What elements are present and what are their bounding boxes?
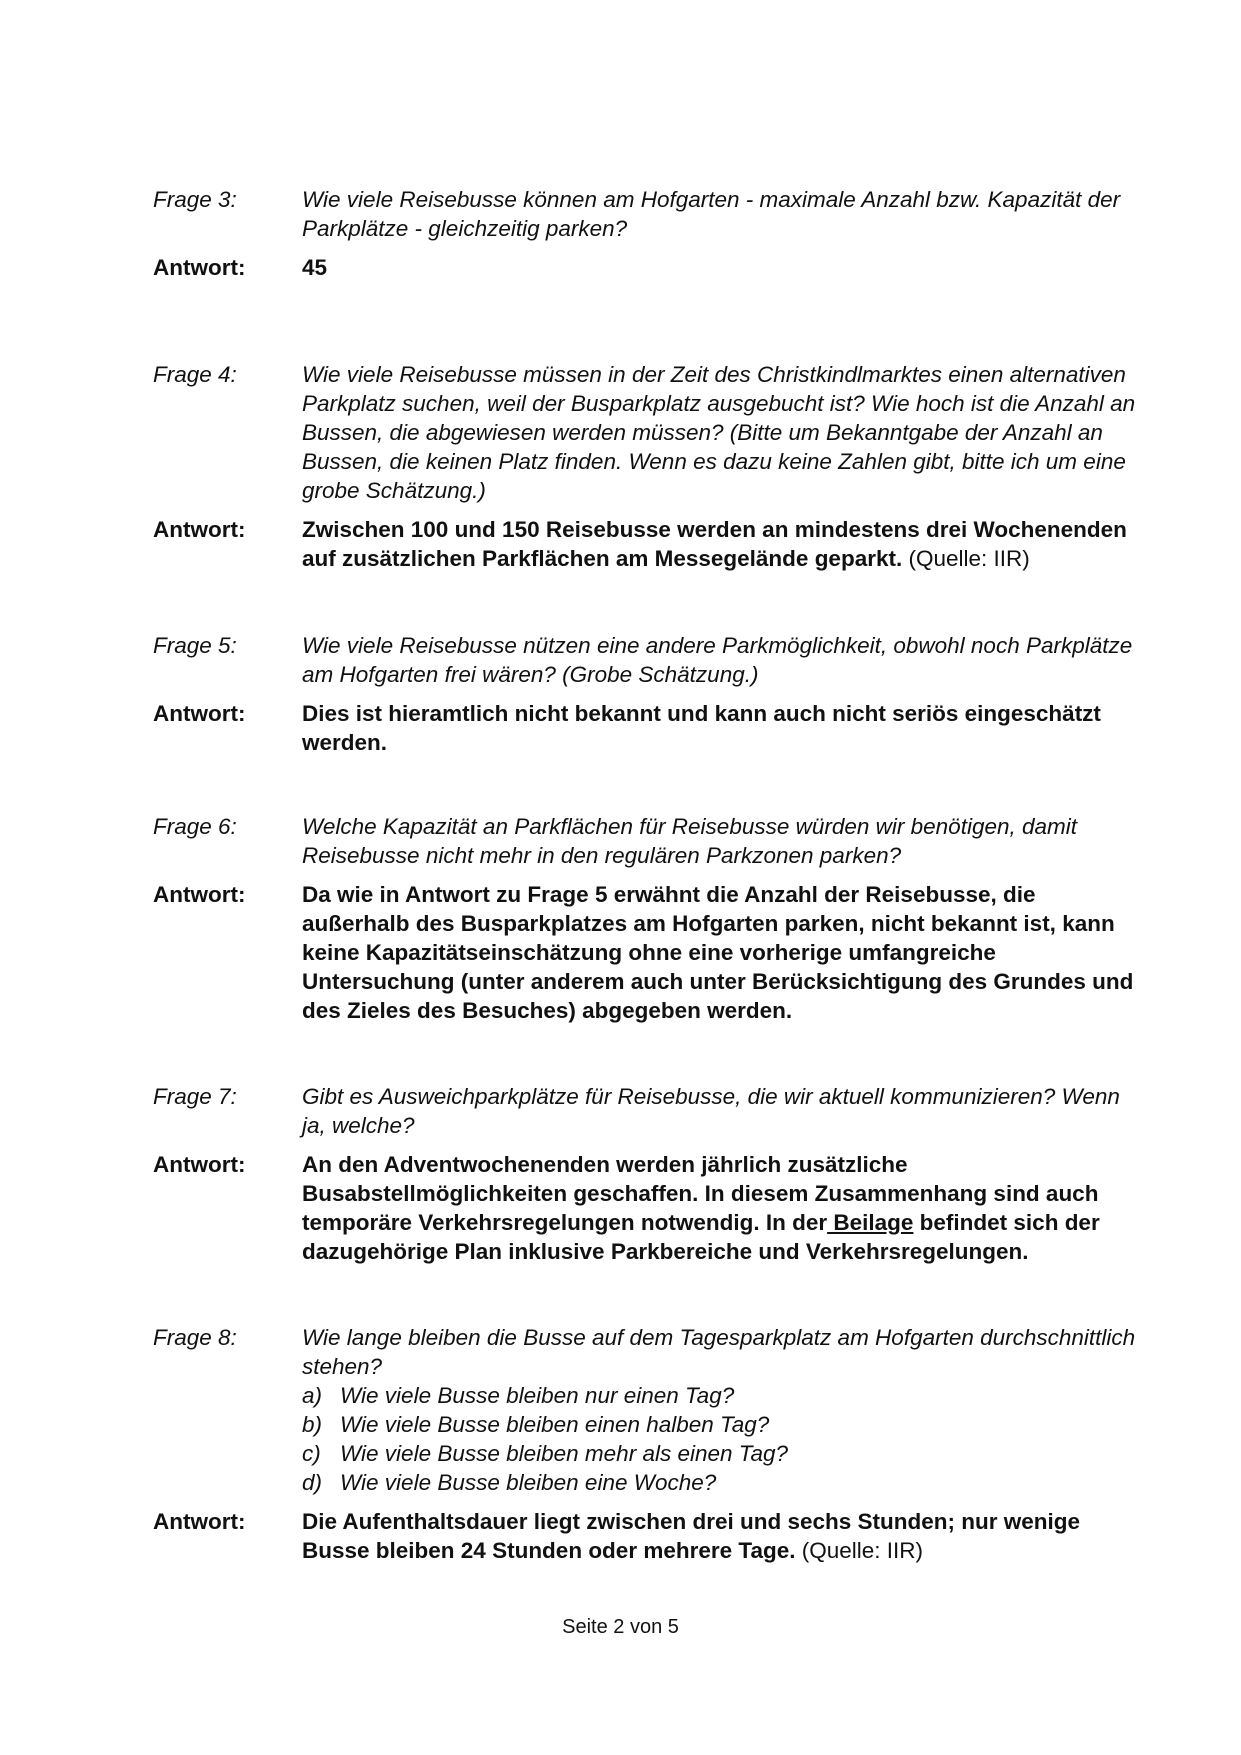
answer-text [302,699,1142,757]
list-marker: a) [302,1383,323,1408]
qa-block-8 [0,1323,1241,1565]
beilage-reference: Beilage [827,1210,914,1235]
answer-text [302,880,1142,1025]
question-row [0,1323,1241,1497]
list-item [302,1381,1142,1410]
question-label: Frage 4: [153,362,237,387]
question-text: Wie viele Reisebusse müssen in der Zeit des Christkindlmarktes einen alternativen Parkplatz suchen, weil der Busparkplatz ausgebucht ist? Wie hoch ist die Anzahl an Bussen, die abgewiesen werden müssen? (Bitte um Bekanntgabe der Anzahl an Bussen, die keinen Platz finden. Wenn es dazu keine Zahlen gibt, bitte ich um eine grobe Schätzung.) [302,362,1136,503]
list-item-text: Wie viele Busse bleiben nur einen Tag? [340,1383,735,1408]
subquestion-list [302,1381,1142,1497]
answer-row [0,1507,1241,1565]
question-row [0,360,1241,505]
answer-row [0,699,1241,757]
answer-text [302,1150,1142,1266]
answer-bold: Da wie in Antwort zu Frage 5 erwähnt die Anzahl der Reisebusse, die außerhalb des Busparkplatzes am Hofgarten parken, nicht bekannt ist, kann keine Kapazitätseinschätzung ohne eine vorherige umfangreiche Untersuchung (unter anderem auch unter Berücksichtigung des Grundes und des Zieles des Besuches) abgegeben werden. [302,882,1134,1023]
answer-row [0,253,1241,282]
answer-bold: 45 [302,255,328,280]
list-marker: d) [302,1470,323,1495]
qa-block-5 [0,631,1241,757]
list-item-text: Wie viele Busse bleiben mehr als einen Tag? [340,1441,788,1466]
list-item [302,1439,1142,1468]
question-label: Frage 8: [153,1325,237,1350]
question-label: Frage 7: [153,1084,237,1109]
list-marker: c) [302,1441,321,1466]
question-text: Wie viele Reisebusse können am Hofgarten - maximale Anzahl bzw. Kapazität der Parkplätze - gleichzeitig parken? [302,187,1121,241]
answer-text [302,515,1142,573]
answer-row [0,1150,1241,1266]
answer-bold: Zwischen 100 und 150 Reisebusse werden an mindestens drei Wochenenden auf zusätzlichen Parkflächen am Messegelände geparkt. [302,517,1127,571]
list-item-text: Wie viele Busse bleiben eine Woche? [340,1470,717,1495]
question-label: Frage 3: [153,187,237,212]
answer-source: (Quelle: IIR) [902,546,1030,571]
list-marker: b) [302,1412,323,1437]
qa-block-4 [0,360,1241,573]
answer-label: Antwort: [153,1509,246,1534]
qa-block-7 [0,1082,1241,1266]
question-text [302,1323,1142,1497]
answer-label: Antwort: [153,1152,246,1177]
question-row [0,812,1241,870]
list-item [302,1410,1142,1439]
answer-bold-continued: befindet sich der dazugehörige Plan inklusive Parkbereiche und Verkehrsregelungen. [302,1210,1100,1264]
question-text: Wie viele Reisebusse nützen eine andere Parkmöglichkeit, obwohl noch Parkplätze am Hofgarten frei wären? (Grobe Schätzung.) [302,633,1133,687]
answer-row [0,515,1241,573]
answer-label: Antwort: [153,255,246,280]
question-row [0,185,1241,243]
answer-bold: Dies ist hieramtlich nicht bekannt und kann auch nicht seriös eingeschätzt werden. [302,701,1101,755]
answer-bold: Die Aufenthaltsdauer liegt zwischen drei und sechs Stunden; nur wenige Busse bleiben 24 Stunden oder mehrere Tage. [302,1509,1081,1563]
answer-bold: An den Adventwochenenden werden jährlich zusätzliche Busabstellmöglichkeiten geschaffen. In diesem Zusammenhang sind auch temporäre Verkehrsregelungen notwendig. In der [302,1152,1099,1235]
answer-label: Antwort: [153,701,246,726]
question-label: Frage 6: [153,814,237,839]
question-label: Frage 5: [153,633,237,658]
question-row [0,1082,1241,1140]
question-row [0,631,1241,689]
question-text: Gibt es Ausweichparkplätze für Reisebusse, die wir aktuell kommunizieren? Wenn ja, welche? [302,1084,1120,1138]
answer-text [302,253,1142,282]
question-main: Wie lange bleiben die Busse auf dem Tagesparkplatz am Hofgarten durchschnittlich stehen? [302,1325,1136,1379]
qa-block-6 [0,812,1241,1025]
question-text: Welche Kapazität an Parkflächen für Reisebusse würden wir benötigen, damit Reisebusse nicht mehr in den regulären Parkzonen parken? [302,814,1078,868]
answer-label: Antwort: [153,882,246,907]
list-item [302,1468,1142,1497]
answer-label: Antwort: [153,517,246,542]
answer-source: (Quelle: IIR) [795,1538,924,1563]
page-number: Seite 2 von 5 [562,1616,679,1638]
answer-text [302,1507,1142,1565]
answer-row [0,880,1241,1025]
list-item-text: Wie viele Busse bleiben einen halben Tag? [340,1412,770,1437]
qa-block-3 [0,185,1241,282]
